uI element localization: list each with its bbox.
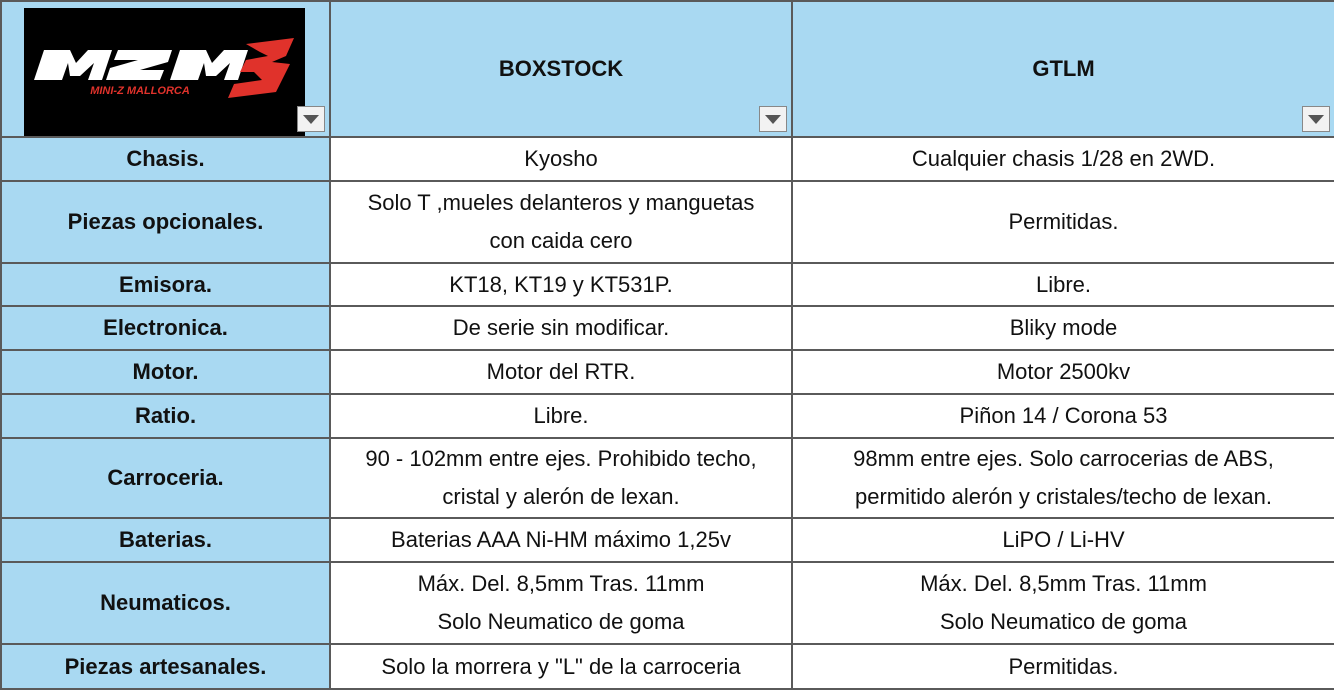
- boxstock-cell[interactable]: [330, 181, 792, 263]
- row-label[interactable]: Emisora.: [1, 263, 330, 306]
- gtlm-cell[interactable]: [792, 137, 1334, 181]
- boxstock-cell[interactable]: [330, 518, 792, 562]
- column-header-label: GTLM: [1032, 56, 1095, 81]
- table-row: [1, 181, 1334, 263]
- column-header-gtlm: [792, 1, 1334, 137]
- table-row: [1, 350, 1334, 394]
- boxstock-cell[interactable]: [330, 562, 792, 644]
- row-label[interactable]: Piezas opcionales.: [1, 181, 330, 263]
- cell-text: Baterias AAA Ni-HM máximo 1,25v: [391, 527, 731, 552]
- cell-text: Piñon 14 / Corona 53: [959, 403, 1168, 428]
- cell-text: Bliky mode: [1009, 315, 1118, 340]
- cell-text: Solo T ,mueles delanteros y manguetas con caida cero: [367, 190, 755, 253]
- header-row: [1, 1, 1334, 137]
- cell-text: Libre.: [1035, 271, 1092, 297]
- table-row: [1, 263, 1334, 306]
- boxstock-cell[interactable]: [330, 394, 792, 438]
- table-row: [1, 394, 1334, 438]
- cell-text: 90 - 102mm entre ejes. Prohibido techo, cristal y alerón de lexan.: [365, 446, 757, 509]
- row-label[interactable]: Carroceria.: [1, 438, 330, 518]
- boxstock-cell[interactable]: [330, 438, 792, 518]
- chevron-down-icon: [1308, 115, 1324, 124]
- row-label[interactable]: Electronica.: [1, 306, 330, 350]
- row-label[interactable]: Neumaticos.: [1, 562, 330, 644]
- cell-text: LiPO / Li-HV: [1002, 527, 1125, 552]
- cell-text: Motor del RTR.: [486, 359, 636, 384]
- chevron-down-icon: [303, 115, 319, 124]
- gtlm-cell[interactable]: [792, 644, 1334, 689]
- table-row: [1, 306, 1334, 350]
- cell-text: Máx. Del. 8,5mm Tras. 11mm Solo Neumatico de goma: [417, 571, 705, 634]
- logo-cell: [1, 1, 330, 137]
- row-label[interactable]: Motor.: [1, 350, 330, 394]
- boxstock-cell[interactable]: [330, 306, 792, 350]
- boxstock-cell[interactable]: [330, 263, 792, 306]
- cell-text: Permitidas.: [1008, 653, 1119, 679]
- gtlm-cell[interactable]: [792, 350, 1334, 394]
- filter-dropdown-button[interactable]: [1302, 106, 1330, 132]
- cell-text: KT18, KT19 y KT531P.: [449, 271, 673, 297]
- gtlm-cell[interactable]: [792, 181, 1334, 263]
- cell-text: De serie sin modificar.: [452, 315, 670, 340]
- cell-text: Solo la morrera y "L" de la carroceria: [381, 653, 741, 679]
- mzm-logo: [24, 8, 305, 136]
- table-row: [1, 137, 1334, 181]
- logo-subtitle: MINI-Z MALLORCA: [90, 85, 190, 97]
- cell-text: Kyosho: [524, 146, 598, 171]
- boxstock-cell[interactable]: [330, 137, 792, 181]
- cell-text: Libre.: [533, 403, 589, 428]
- column-header-label: BOXSTOCK: [498, 56, 624, 81]
- mzm-logo-graphic: [24, 8, 305, 136]
- row-label[interactable]: Ratio.: [1, 394, 330, 438]
- cell-text: 98mm entre ejes. Solo carrocerias de ABS, permitido alerón y cristales/techo de lexan.: [853, 446, 1274, 509]
- table-row: [1, 644, 1334, 689]
- table-row: [1, 562, 1334, 644]
- boxstock-cell[interactable]: [330, 350, 792, 394]
- cell-text: Permitidas.: [1008, 209, 1119, 234]
- row-label[interactable]: Chasis.: [1, 137, 330, 181]
- table-row: [1, 438, 1334, 518]
- filter-dropdown-button[interactable]: [297, 106, 325, 132]
- gtlm-cell[interactable]: [792, 263, 1334, 306]
- gtlm-cell[interactable]: [792, 518, 1334, 562]
- boxstock-cell[interactable]: [330, 644, 792, 689]
- gtlm-cell[interactable]: [792, 394, 1334, 438]
- chevron-down-icon: [765, 115, 781, 124]
- gtlm-cell[interactable]: [792, 562, 1334, 644]
- row-label[interactable]: Baterias.: [1, 518, 330, 562]
- gtlm-cell[interactable]: [792, 306, 1334, 350]
- cell-text: Cualquier chasis 1/28 en 2WD.: [911, 146, 1216, 171]
- row-label[interactable]: Piezas artesanales.: [1, 644, 330, 689]
- cell-text: Motor 2500kv: [996, 359, 1131, 384]
- gtlm-cell[interactable]: [792, 438, 1334, 518]
- table-row: [1, 518, 1334, 562]
- filter-dropdown-button[interactable]: [759, 106, 787, 132]
- column-header-boxstock: [330, 1, 792, 137]
- cell-text: Máx. Del. 8,5mm Tras. 11mm Solo Neumatico de goma: [920, 571, 1207, 634]
